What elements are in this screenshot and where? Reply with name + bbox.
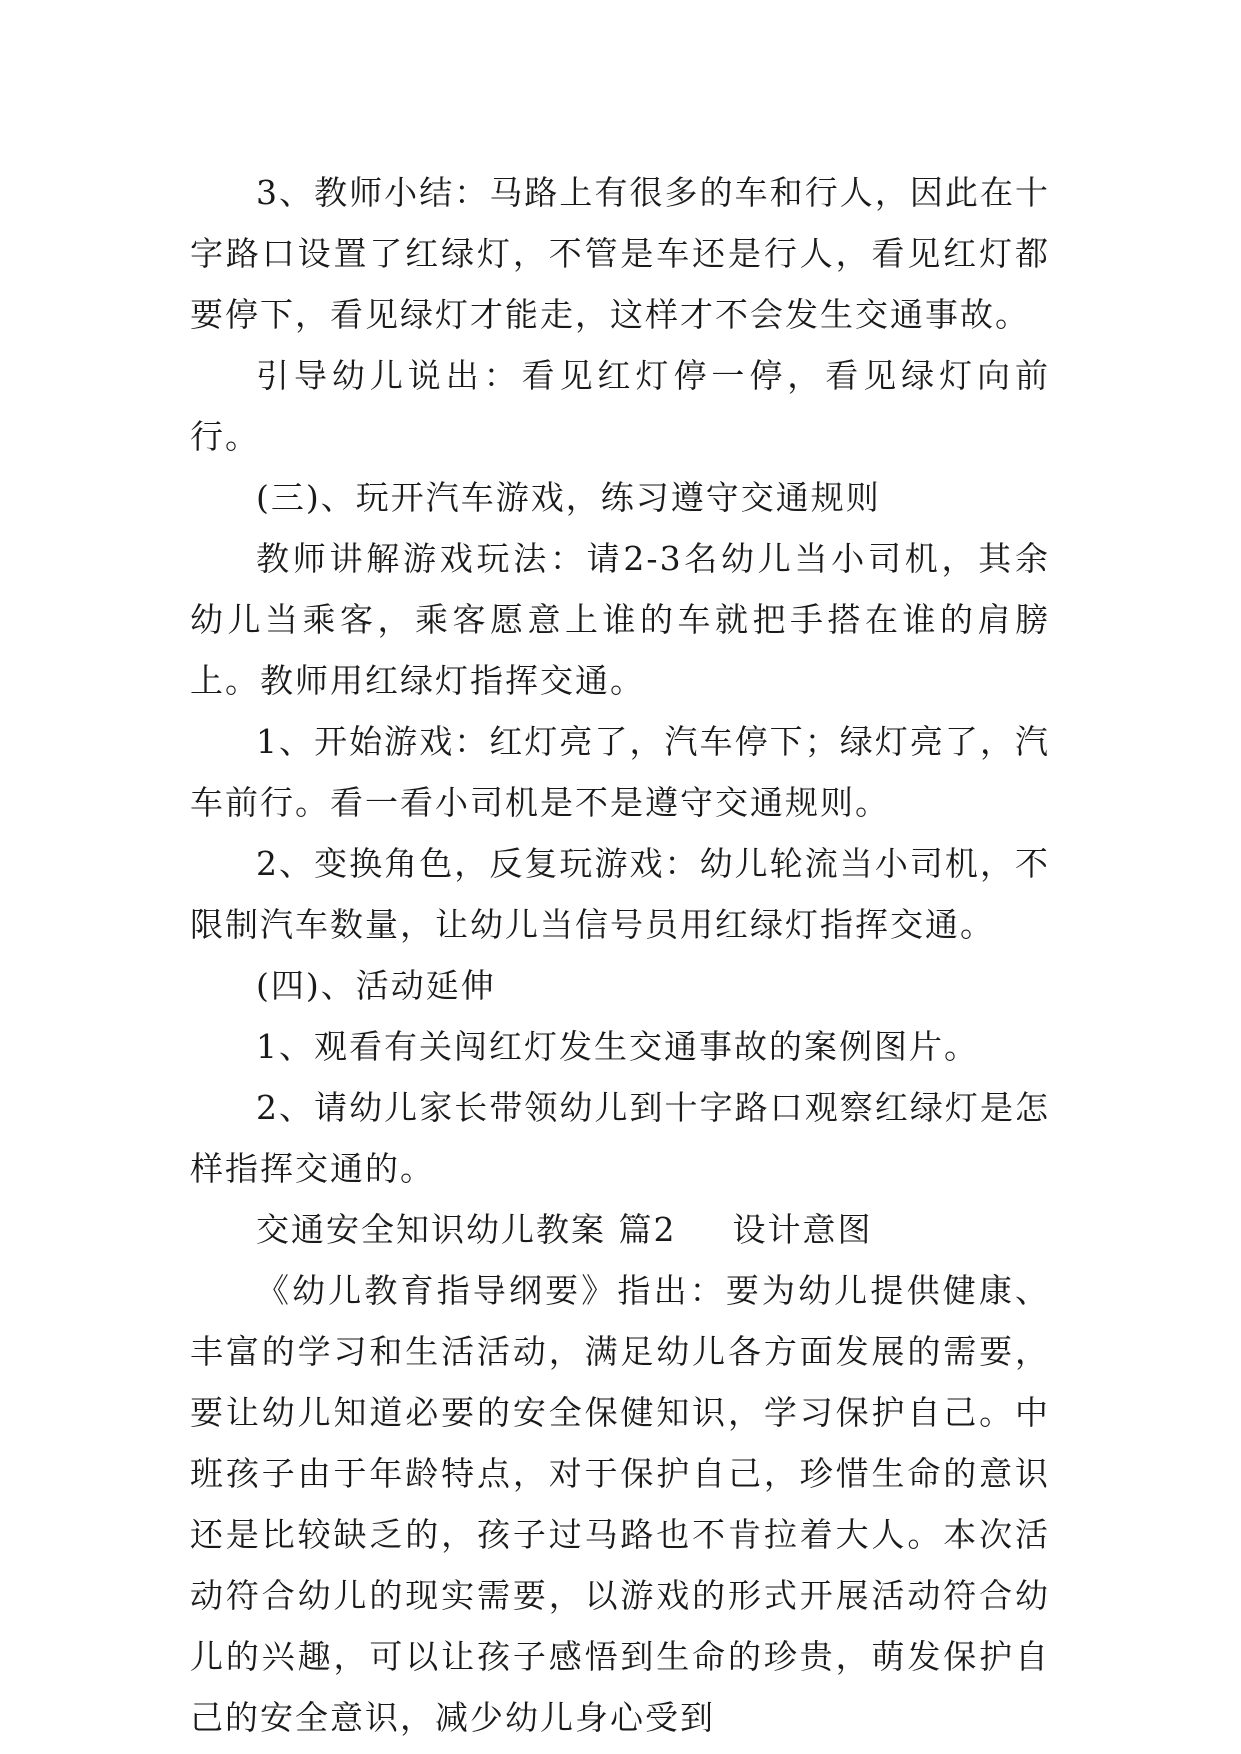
- paragraph-guide-children: 引导幼儿说出：看见红灯停一停，看见绿灯向前行。: [190, 356, 1050, 456]
- section-heading: [190, 1199, 1050, 1260]
- section-title: 交通安全知识幼儿教案 篇2: [256, 1210, 677, 1249]
- paragraph-watch-cases: 1、观看有关闯红灯发生交通事故的案例图片。: [256, 1027, 979, 1066]
- paragraph-design-intent: 《幼儿教育指导纲要》指出：要为幼儿提供健康、丰富的学习和生活活动，满足幼儿各方面发展的需要，要让幼儿知道必要的安全保健知识，学习保护自己。中班孩子由于年龄特点，对于保护自己，珍惜生命的意识还是比较缺乏的，孩子过马路也不肯拉着大人。本次活动符合幼儿的现实需要，以游戏的形式开展活动符合幼儿的兴趣，可以让孩子感悟到生命的珍贵，萌发保护自己的安全意识，减少幼儿身心受到: [190, 1271, 1050, 1737]
- subheading-extension: (四)、活动延伸: [256, 966, 496, 1005]
- paragraph-game-rules: 教师讲解游戏玩法：请2-3名幼儿当小司机，其余幼儿当乘客，乘客愿意上谁的车就把手搭在谁的肩膀上。教师用红绿灯指挥交通。: [190, 539, 1050, 700]
- paragraph-start-game: 1、开始游戏：红灯亮了，汽车停下；绿灯亮了，汽车前行。看一看小司机是不是遵守交通规则。: [190, 722, 1050, 822]
- paragraph-switch-roles: 2、变换角色，反复玩游戏：幼儿轮流当小司机，不限制汽车数量，让幼儿当信号员用红绿灯指挥交通。: [190, 844, 1050, 944]
- paragraph-parents-observe: 2、请幼儿家长带领幼儿到十字路口观察红绿灯是怎样指挥交通的。: [190, 1088, 1050, 1188]
- paragraph-teacher-summary: 3、教师小结：马路上有很多的车和行人，因此在十字路口设置了红绿灯，不管是车还是行人，看见红灯都要停下，看见绿灯才能走，这样才不会发生交通事故。: [190, 173, 1050, 334]
- section-subtitle: 设计意图: [732, 1210, 873, 1249]
- subheading-car-game: (三)、玩开汽车游戏，练习遵守交通规则: [256, 478, 881, 517]
- document-body: [190, 162, 1050, 1748]
